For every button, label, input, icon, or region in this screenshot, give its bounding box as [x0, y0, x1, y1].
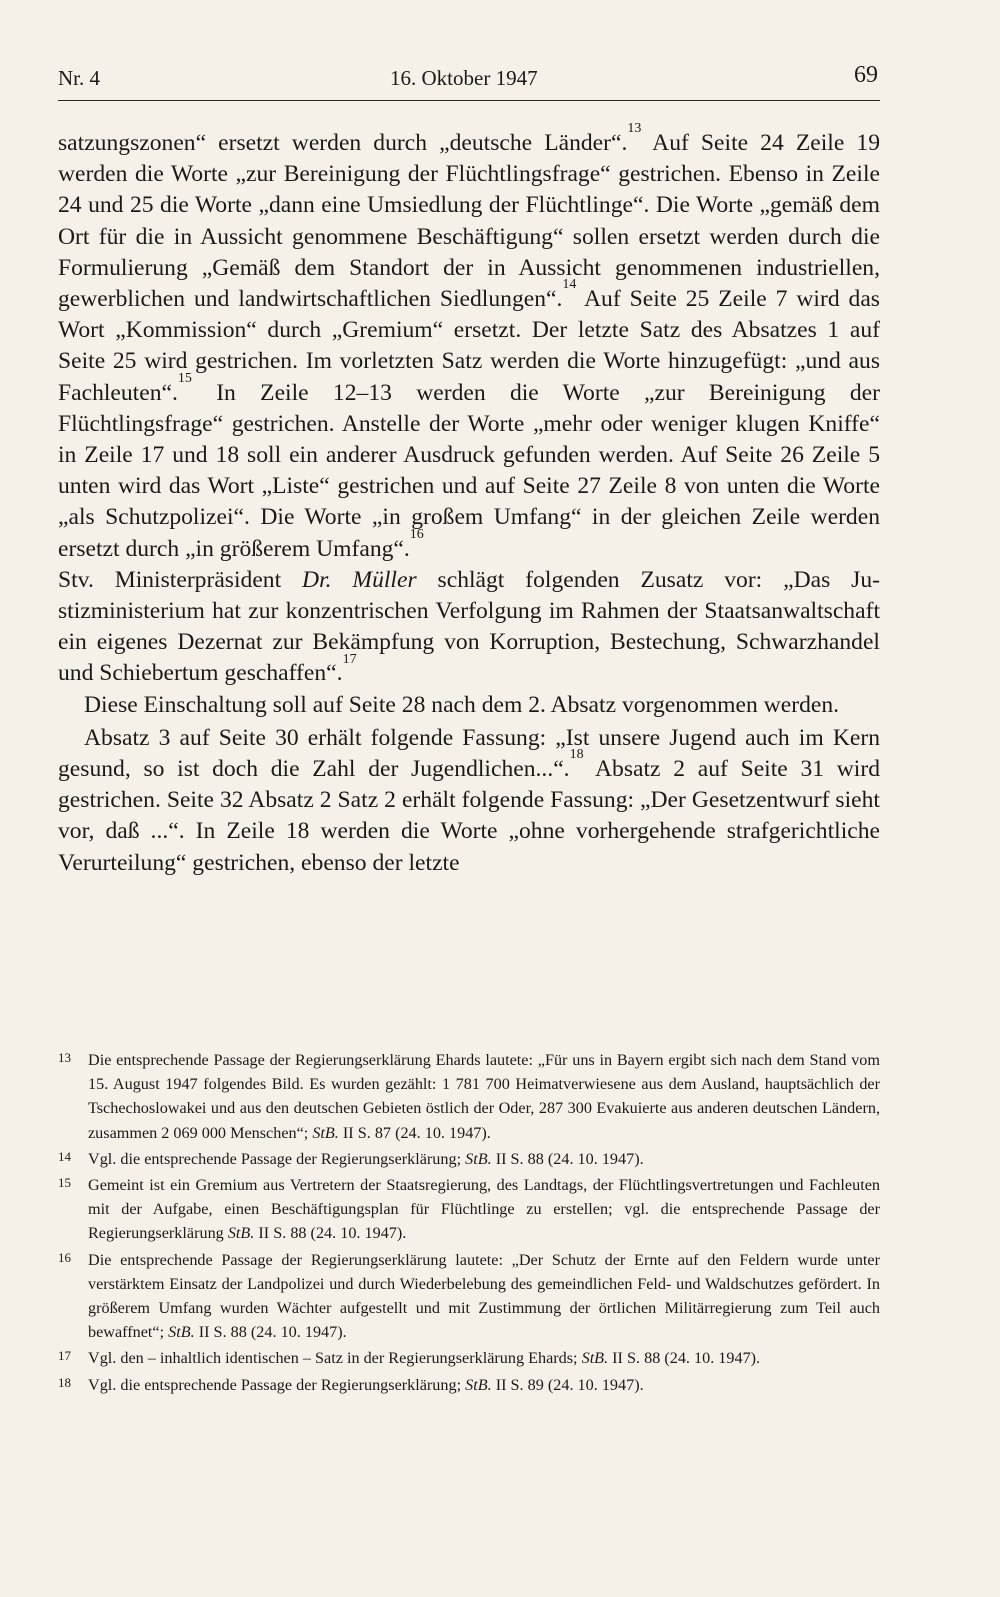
source-abbrev: StB.	[465, 1375, 492, 1394]
footnote-number: 16	[58, 1249, 71, 1265]
footnote-ref-17: 17	[342, 651, 357, 667]
source-abbrev: StB.	[465, 1149, 492, 1168]
footnote-text: Gemeint ist ein Gremium aus Vertretern der Staatsregierung, des Landtags, der Flüchtlingsvertretungen und Fachleuten mit der Aufgabe, einen Beschäftigungsplan für Flüchtlinge zu erstellen; vgl. die entsprechende Passage der Regierungserklärung	[88, 1176, 880, 1243]
issue-number: Nr. 4	[58, 66, 100, 90]
footnote-text: Vgl. den – inhaltlich identischen – Satz in der Regierungserklärung Ehards;	[88, 1349, 582, 1368]
running-header	[58, 62, 880, 101]
text-run: Absatz 2 auf Seite 31 wird gestrichen. Seite 32 Absatz 2 Satz 2 erhält folgende Fassung: „Der Gesetzentwurf sieht vor, daß ...“. In Zeile 18 werden die Worte „ohne vorhergehende strafgerichtliche Verurteilung“ gestrichen, ebenso der letzte	[58, 756, 881, 876]
footnote-number: 17	[58, 1348, 71, 1364]
source-abbrev: StB.	[227, 1224, 255, 1243]
footnote-ref-15: 15	[177, 370, 192, 386]
footnote-text: Die entsprechende Passage der Regierungserklärung lautete: „Der Schutz der Ernte auf den Feldern wurde unter verstärktem Einsatz der Landpolizei und durch Wiederbelebung des gemeindlichen Feld- und Waldschutzes gefördert. In größerem Umfang wurden Wächter aufgestellt und mit Zustimmung der örtlichen Militärregierung zum Teil auch bewaffnet“;	[88, 1250, 880, 1342]
header-date: 16. Oktober 1947	[390, 66, 538, 90]
footnote-16	[58, 1248, 880, 1345]
footnote-number: 13	[58, 1050, 71, 1065]
footnote-text: II S. 89 (24. 10. 1947).	[491, 1375, 644, 1394]
text-run: Stv. Ministerpräsident	[58, 566, 303, 593]
text-run: In Zeile 12–13 werden die Worte „zur Bereinigung der Flüchtlingsfrage“ gestrichen. Anstelle der Worte „mehr oder weniger klugen Kniffe“ in Zeile 17 und 18 soll ein anderer Ausdruck gefunden werden. Auf Seite 26 Zeile 5 unten wird das Wort „Liste“ gestrichen und auf Seite 27 Zeile 8 von unten die Worte „als Schutzpolizei“. Die Worte „in großem Umfang“ in der gleichen Zeile werden ersetzt durch „in größerem Umfang“.	[58, 379, 880, 562]
footnote-number: 15	[58, 1175, 71, 1191]
footnote-ref-14: 14	[562, 277, 577, 293]
footnote-ref-16: 16	[409, 526, 424, 542]
footnote-text: II S. 88 (24. 10. 1947).	[254, 1224, 407, 1243]
footnote-13	[58, 1048, 880, 1145]
source-abbrev: StB.	[581, 1349, 609, 1368]
paragraph-1	[58, 121, 880, 565]
paragraph-3: Diese Einschaltung soll auf Seite 28 nach dem 2. Absatz vorgenommen werden.	[84, 691, 840, 718]
text-run: schlägt folgenden Zusatz vor: „Das Justizministerium hat zur konzentrischen Verfolgung im Rahmen der Staatsanwaltschaft ein eigenes Dezernat zur Bekämpfung von Korruption, Bestechung, Schwarzhandel und Schiebertum geschaffen“.	[58, 566, 881, 687]
footnote-text: II S. 88 (24. 10. 1947).	[194, 1323, 347, 1342]
footnote-number: 18	[58, 1374, 71, 1390]
source-abbrev: StB.	[168, 1323, 195, 1342]
page-number: 69	[854, 62, 878, 88]
footnote-ref-13: 13	[627, 121, 642, 137]
footnote-text: II S. 87 (24. 10. 1947).	[338, 1123, 491, 1142]
footnote-number: 14	[58, 1148, 71, 1164]
paragraph-4	[58, 723, 880, 879]
text-run: Auf Seite 25 Zeile 7 wird das Wort „Kommission“ durch „Gremium“ ersetzt. Der letzte Satz des Absatzes 1 auf Seite 25 wird gestrichen. Im vorletzten Satz werden die Worte hinzugefügt: „und aus Fachleuten“.	[58, 286, 880, 406]
source-abbrev: StB.	[312, 1123, 339, 1142]
paragraph-2	[58, 565, 880, 690]
text-run: Absatz 3 auf Seite 30 erhält folgende Fassung: „Ist unsere Jugend auch im Kern gesund, so ist doch die Zahl der Jugendlichen...“.	[58, 724, 880, 783]
footnote-17	[58, 1346, 880, 1370]
main-text	[58, 121, 881, 879]
speaker-name: Dr. Müller	[302, 566, 417, 593]
footnote-text: II S. 88 (24. 10. 1947).	[608, 1349, 761, 1368]
footnote-15	[58, 1173, 880, 1246]
footnote-18	[58, 1373, 880, 1397]
text-run: Auf Seite 24 Zeile 19 werden die Worte „zur Bereinigung der Flüchtlingsfrage“ gestrichen. Ebenso in Zeile 24 und 25 die Worte „dann eine Umsiedlung der Flüchtlinge“. Die Worte „gemäß dem Ort für die in Aussicht genommene Beschäftigung“ sollen ersetzt werden durch die Formulierung „Gemäß dem Standort der in Aussicht genommenen industriellen, gewerblichen und landwirtschaftlichen Siedlungen“.	[58, 130, 880, 313]
footnote-ref-18: 18	[569, 747, 584, 763]
footnote-text: II S. 88 (24. 10. 1947).	[491, 1149, 644, 1168]
footnote-text: Vgl. die entsprechende Passage der Regierungserklärung;	[88, 1375, 466, 1394]
text-run: satzungszonen“ ersetzt werden durch „deutsche Länder“.	[58, 130, 628, 156]
footnotes	[58, 1048, 880, 1399]
footnote-text: Vgl. die entsprechende Passage der Regierungserklärung;	[88, 1149, 466, 1168]
footnote-text: Die entsprechende Passage der Regierungserklärung Ehards lautete: „Für uns in Bayern ergibt sich nach dem Stand vom 15. August 1947 folgendes Bild. Es wurden gezählt: 1 781 700 Heimatverwiesene aus dem Ausland, hauptsächlich der Tschechoslowakei und aus den deutschen Gebieten östlich der Oder, 287 300 Evakuierte aus anderen deutschen Ländern, zusammen 2 069 000 Menschen“;	[88, 1051, 880, 1142]
footnote-14	[58, 1147, 880, 1171]
